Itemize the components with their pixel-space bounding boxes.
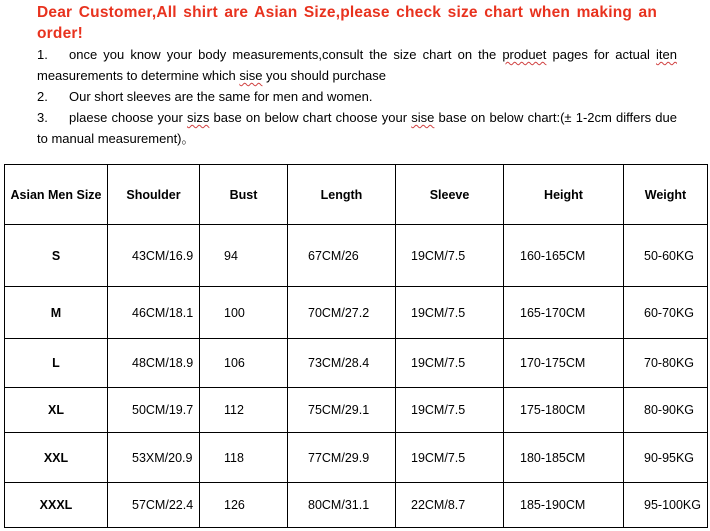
header-weight: Weight (624, 165, 708, 225)
sleeve-cell: 22CM/8.7 (396, 483, 504, 528)
length-cell: 75CM/29.1 (288, 388, 396, 433)
size-cell: L (5, 339, 108, 388)
item-number: 2. (37, 89, 48, 104)
length-cell: 77CM/29.9 (288, 433, 396, 483)
shoulder-cell: 53XM/20.9 (108, 433, 200, 483)
bust-cell: 94 (200, 225, 288, 287)
length-cell: 73CM/28.4 (288, 339, 396, 388)
header-length: Length (288, 165, 396, 225)
weight-cell: 90-95KG (624, 433, 708, 483)
item-text: measurements to determine which (37, 68, 240, 83)
misspelled-word: sise (411, 110, 435, 125)
size-notice (37, 2, 677, 149)
bust-cell: 100 (200, 287, 288, 339)
item-text: you should purchase (262, 68, 387, 83)
item-text: base on below chart choose your (209, 110, 412, 125)
item-text: pages for actual (546, 47, 657, 62)
header-size: Asian Men Size (5, 165, 108, 225)
item-number: 1. (37, 47, 48, 62)
sleeve-cell: 19CM/7.5 (396, 388, 504, 433)
notice-headline: Dear Customer,All shirt are Asian Size,please check size chart when making an order! (37, 4, 658, 42)
table-row (5, 388, 708, 433)
size-cell: S (5, 225, 108, 287)
shoulder-cell: 57CM/22.4 (108, 483, 200, 528)
bust-cell: 106 (200, 339, 288, 388)
table-row (5, 339, 708, 388)
height-cell: 175-180CM (504, 388, 624, 433)
table-row (5, 433, 708, 483)
sleeve-cell: 19CM/7.5 (396, 339, 504, 388)
header-shoulder: Shoulder (108, 165, 200, 225)
bust-cell: 126 (200, 483, 288, 528)
item-number: 3. (37, 110, 48, 125)
header-row (5, 165, 708, 225)
bust-cell: 118 (200, 433, 288, 483)
height-cell: 180-185CM (504, 433, 624, 483)
length-cell: 67CM/26 (288, 225, 396, 287)
notice-item-1 (37, 44, 677, 86)
sleeve-cell: 19CM/7.5 (396, 287, 504, 339)
length-cell: 70CM/27.2 (288, 287, 396, 339)
weight-cell: 70-80KG (624, 339, 708, 388)
weight-cell: 60-70KG (624, 287, 708, 339)
header-bust: Bust (200, 165, 288, 225)
item-text: Our short sleeves are the same for men and women. (69, 89, 373, 104)
misspelled-word: iten (656, 47, 677, 62)
size-cell: M (5, 287, 108, 339)
size-cell: XL (5, 388, 108, 433)
header-sleeve: Sleeve (396, 165, 504, 225)
weight-cell: 80-90KG (624, 388, 708, 433)
height-cell: 170-175CM (504, 339, 624, 388)
sleeve-cell: 19CM/7.5 (396, 433, 504, 483)
header-height: Height (504, 165, 624, 225)
misspelled-word: sise (239, 68, 263, 83)
notice-item-3 (37, 107, 677, 149)
shoulder-cell: 50CM/19.7 (108, 388, 200, 433)
item-text: once you know your body measurements,consult the size chart on the (69, 47, 503, 62)
size-cell: XXXL (5, 483, 108, 528)
height-cell: 165-170CM (504, 287, 624, 339)
misspelled-word: sizs (187, 110, 210, 125)
shoulder-cell: 48CM/18.9 (108, 339, 200, 388)
notice-item-2 (37, 86, 677, 107)
length-cell: 80CM/31.1 (288, 483, 396, 528)
table-row (5, 483, 708, 528)
bust-cell: 112 (200, 388, 288, 433)
size-chart-table (4, 164, 708, 528)
weight-cell: 50-60KG (624, 225, 708, 287)
shoulder-cell: 46CM/18.1 (108, 287, 200, 339)
sleeve-cell: 19CM/7.5 (396, 225, 504, 287)
item-text: plaese choose your (69, 110, 187, 125)
height-cell: 160-165CM (504, 225, 624, 287)
size-cell: XXL (5, 433, 108, 483)
misspelled-word: produet (502, 47, 547, 62)
weight-cell: 95-100KG (624, 483, 708, 528)
height-cell: 185-190CM (504, 483, 624, 528)
shoulder-cell: 43CM/16.9 (108, 225, 200, 287)
table-row (5, 287, 708, 339)
table-row (5, 225, 708, 287)
item-text: base on below chart:(± 1-2cm differs due to manual measurement)。 (37, 110, 678, 146)
